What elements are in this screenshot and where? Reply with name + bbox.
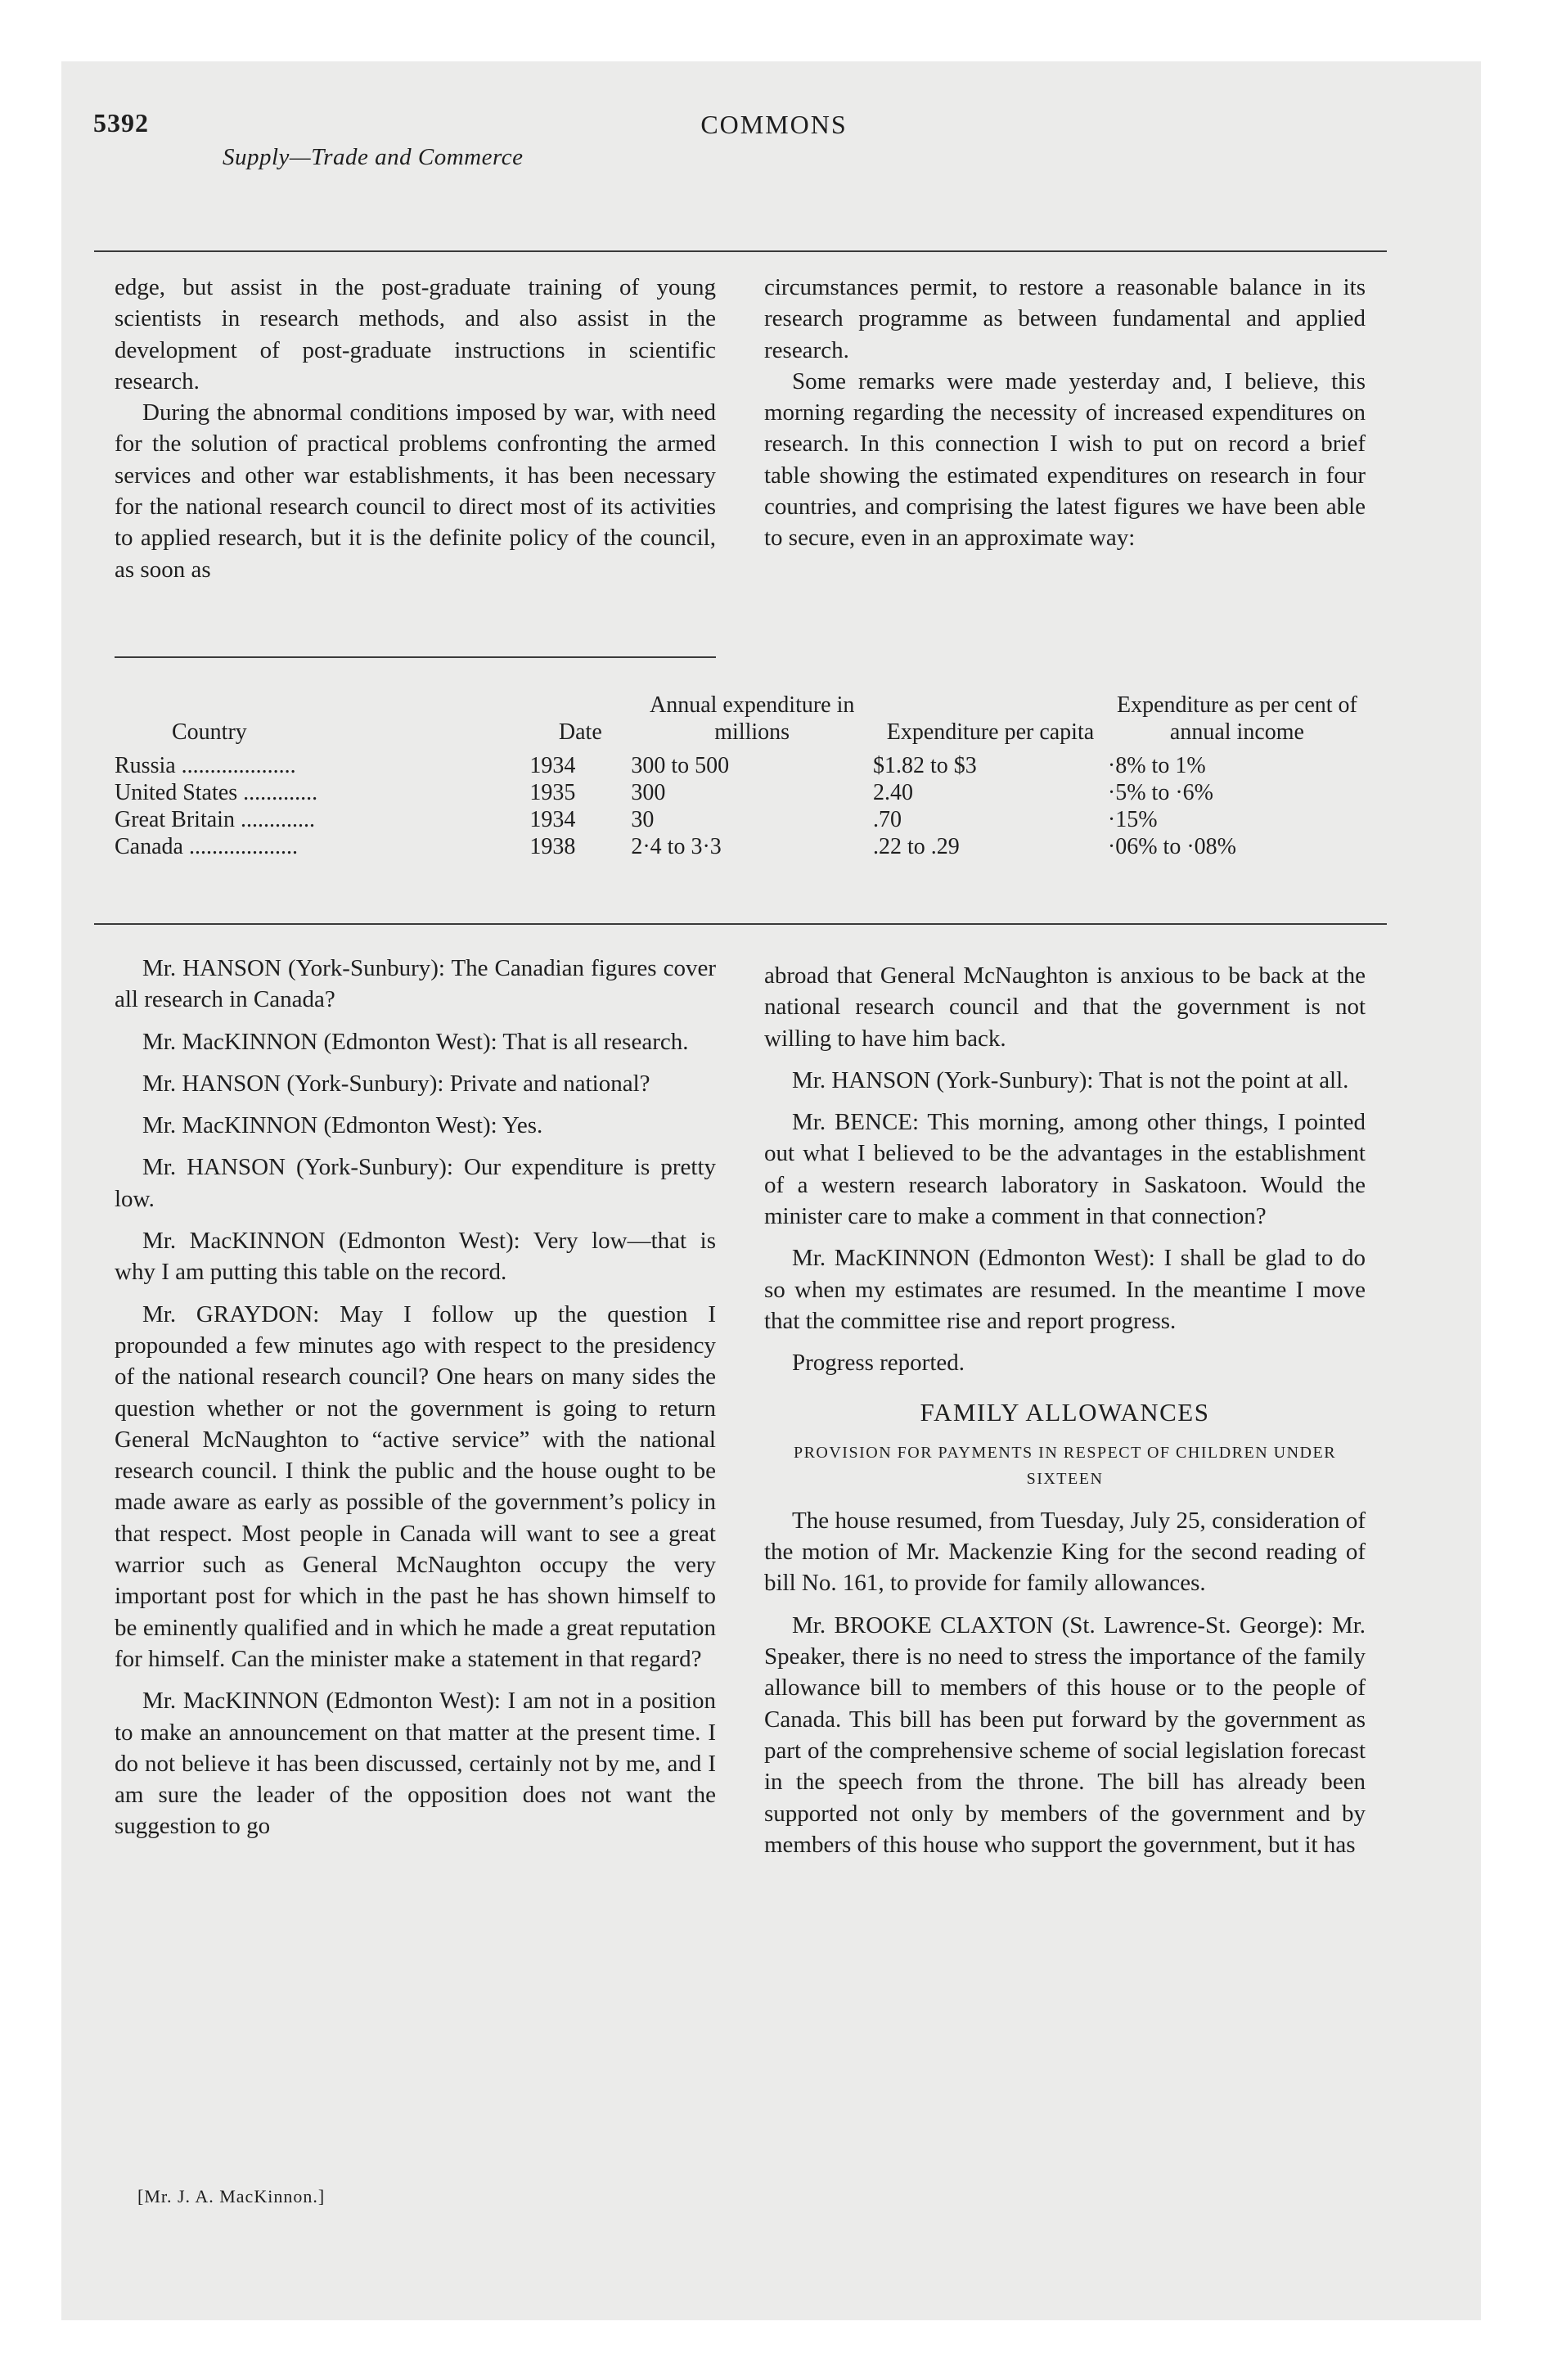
paragraph: Mr. HANSON (York-Sunbury): The Canadian figures cover all research in Canada? xyxy=(115,955,716,1013)
cell-capita: 2.40 xyxy=(873,780,914,805)
table-header-row xyxy=(115,692,1366,752)
paragraph: The house resumed, from Tuesday, July 25, consideration of the motion of Mr. Mackenzie King for the second reading of bill No. 161, to provide for family allowances. xyxy=(764,1507,1366,1597)
header-country: Country xyxy=(172,719,247,745)
table-row xyxy=(115,833,1366,860)
speaker-footer: [Mr. J. A. MacKinnon.] xyxy=(137,2186,326,2206)
paragraph: Mr. MacKINNON (Edmonton West): I shall be glad to do so when my estimates are resumed. In the meantime I move that the committee rise and report progress. xyxy=(764,1245,1366,1334)
cell-country: Great Britain ............. xyxy=(115,807,315,832)
cell-country: United States ............. xyxy=(115,780,318,805)
paragraph: Mr. HANSON (York-Sunbury): Our expenditure is pretty low. xyxy=(115,1154,716,1212)
header-pct: Expenditure as per cent of annual income xyxy=(1117,692,1357,745)
header-capita: Expenditure per capita xyxy=(886,719,1095,745)
cell-pct: ·5% to ·6% xyxy=(1107,780,1213,805)
column-rule-short xyxy=(115,656,716,658)
table-row xyxy=(115,806,1366,833)
table-row xyxy=(115,779,1366,806)
cell-annual: 2·4 to 3·3 xyxy=(631,834,722,859)
cell-date: 1938 xyxy=(529,834,576,859)
paragraph: Mr. HANSON (York-Sunbury): That is not the point at all. xyxy=(792,1066,1349,1093)
cell-annual: 300 xyxy=(631,780,666,805)
paragraph: Mr. HANSON (York-Sunbury): Private and national? xyxy=(142,1070,650,1097)
page-number: 5392 xyxy=(93,108,149,137)
paragraph: circumstances permit, to restore a reasonable balance in its research programme as between fundamental and applied research. xyxy=(764,274,1366,363)
cell-date: 1934 xyxy=(529,807,576,832)
cell-pct: ·8% to 1% xyxy=(1107,753,1206,778)
cell-capita: $1.82 to $3 xyxy=(873,753,977,778)
header-annual: Annual expenditure in millions xyxy=(650,692,855,745)
subheading-text: PROVISION FOR PAYMENTS IN RESPECT OF CHILDREN UNDER SIXTEEN xyxy=(793,1443,1337,1488)
section-title: Supply—Trade and Commerce xyxy=(223,144,524,170)
paragraph: Mr. GRAYDON: May I follow up the question I propounded a few minutes ago with respect to the presidency of the national research council? One hears on many sides the question whether or not the government is going to return General McNaughton to “active service” with the national research council. I think the public and the house ought to be made aware as early as possible of the government’s policy in that respect. Most people in Canada will want to see a great warrior such as General McNaughton occupy the very important post for which in the past he has shown himself to be eminently qualified and in which he made a great reputation for himself. Can the minister make a statement in that regard? xyxy=(115,1300,716,1672)
cell-country: Russia .................... xyxy=(115,753,296,778)
paragraph: Some remarks were made yesterday and, I believe, this morning regarding the necessity of increased expenditures on research. In this connection I wish to put on record a brief table showing the estimated expenditures on research in four countries, and comprising the latest figures we have been able to secure, even in an approximate way: xyxy=(764,367,1366,552)
bottom-right-column xyxy=(764,960,1366,1860)
section-subheading xyxy=(764,1440,1366,1492)
cell-date: 1934 xyxy=(529,753,576,778)
table-row xyxy=(115,752,1366,779)
bottom-left-column xyxy=(115,953,716,1842)
top-right-column xyxy=(764,272,1366,554)
paragraph: Mr. MacKINNON (Edmonton West): I am not in a position to make an announcement on that matter at the present time. I do not believe it has been discussed, certainly not by me, and I am sure the leader of the opposition does not want the suggestion to go xyxy=(115,1688,716,1840)
cell-annual: 30 xyxy=(631,807,655,832)
cell-capita: .70 xyxy=(873,807,902,832)
section-heading: FAMILY ALLOWANCES xyxy=(920,1397,1210,1427)
paragraph: Mr. MacKINNON (Edmonton West): That is all research. xyxy=(142,1028,689,1055)
top-left-column xyxy=(115,272,716,585)
paragraph: Mr. BROOKE CLAXTON (St. Lawrence-St. George): Mr. Speaker, there is no need to stress the importance of the family allowance bill to members of this house or to the people of Canada. This bill has been put forward by the government as part of the comprehensive scheme of social legislation forecast in the speech from the throne. The bill has already been supported not only by members of the government and by members of this house who support the government, but it has xyxy=(764,1611,1366,1858)
cell-pct: ·15% xyxy=(1107,807,1158,832)
cell-country: Canada ................... xyxy=(115,834,298,859)
cell-pct: ·06% to ·08% xyxy=(1107,834,1236,859)
cell-annual: 300 to 500 xyxy=(631,753,730,778)
paragraph: During the abnormal conditions imposed by war, with need for the solution of practical problems confronting the armed services and other war establishments, it has been necessary for the national research council to direct most of its activities to applied research, but it is the definite policy of the council, as soon as xyxy=(115,399,716,583)
header-rule xyxy=(94,250,1387,252)
cell-capita: .22 to .29 xyxy=(873,834,960,859)
paragraph: abroad that General McNaughton is anxious to be back at the national research council and that the government is not willing to have him back. xyxy=(764,962,1366,1052)
table-rule xyxy=(94,923,1387,925)
paragraph: Mr. BENCE: This morning, among other things, I pointed out what I believed to be the advantages in the establishment of a western research laboratory in Saskatoon. Would the minister care to make a comment in that connection? xyxy=(764,1109,1366,1230)
paragraph: Mr. MacKINNON (Edmonton West): Yes. xyxy=(142,1112,543,1139)
paragraph: Mr. MacKINNON (Edmonton West): Very low—that is why I am putting this table on the record. xyxy=(115,1228,716,1286)
cell-date: 1935 xyxy=(529,780,576,805)
paragraph: Progress reported. xyxy=(792,1350,965,1377)
house-title: COMMONS xyxy=(700,110,848,139)
header-date: Date xyxy=(558,719,602,745)
paragraph: edge, but assist in the post-graduate training of young scientists in research methods, and also assist in the development of post-graduate instructions in scientific research. xyxy=(115,274,716,394)
expenditure-table xyxy=(115,692,1366,860)
